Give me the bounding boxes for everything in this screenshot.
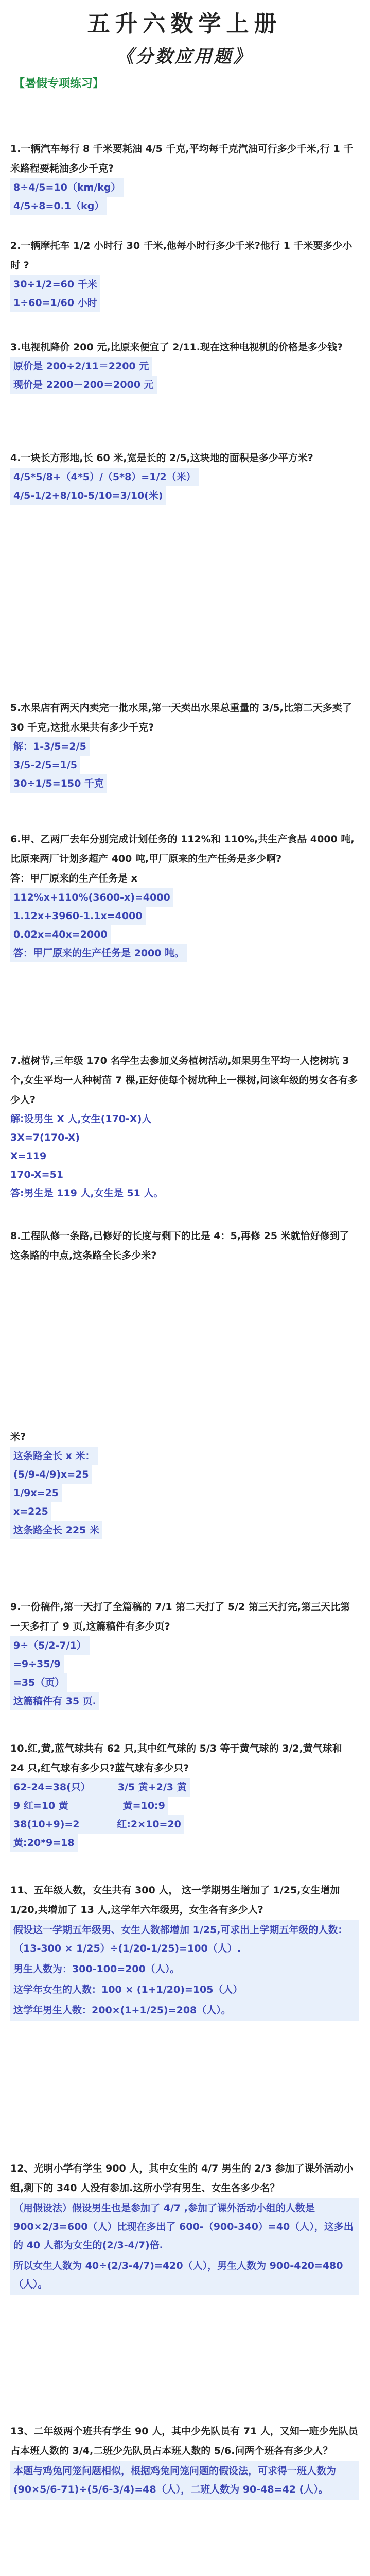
problem-question: 4.一块长方形地,长 60 米,宽是长的 2/5,这块地的面积是多少平方米? [10, 452, 313, 464]
problem-8-answer [10, 1427, 359, 1539]
answer-line: 原价是 200÷2/11＝2200 元 [10, 357, 152, 376]
problem-12 [10, 2159, 359, 2295]
answer-line: 30÷1/5=150 千克 [10, 774, 107, 793]
section-tag: 【暑假专项练习】 [13, 77, 104, 90]
answer-line: 黄:20*9=18 [10, 1834, 78, 1852]
problem-5 [10, 698, 359, 793]
answer-line: 9÷（5/2-7/1） [10, 1636, 90, 1655]
problem-8 [10, 1226, 359, 1265]
answer-line: 解：1-3/5=2/5 [10, 737, 90, 756]
answer-line: =9÷35/9 [10, 1655, 64, 1673]
problem-question: 3.电视机降价 200 元,比原来便宜了 2/11.现在这种电视机的价格是多少钱? [10, 342, 343, 353]
problem-question: 11、五年级人数，女生共有 300 人， 这一学期男生增加了 1/25,女生增加 1/20,共增加了 13 人,这学年六年级男，女生各有多少人? [10, 1885, 340, 1916]
problem-question: 答：甲厂原来的生产任务是 x [10, 873, 137, 884]
problem-question: 10.红,黄,蓝气球共有 62 只,其中红气球的 5/3 等于黄气球的 3/2,黄气球和 24 只,红气球有多少只?蓝气球有多少只? [10, 1743, 342, 1774]
problem-question: 1.一辆汽车每行 8 千米要耗油 4/5 千克,平均每千克汽油可行多少千米,行 1 千米路程要耗油多少千克? [10, 143, 354, 174]
answer-line: 3X=7(170-X) [10, 1132, 80, 1143]
page-title: 五升六数学上册 [87, 11, 282, 37]
answer-line: 解:设男生 X 人,女生(170-X)人 [10, 1113, 152, 1125]
answer-line: 这学年女生的人数：100 × (1+1/20)=105（人） [10, 1979, 359, 2000]
answer-line: 这篇稿件有 35 页. [10, 1692, 99, 1710]
problem-4 [10, 448, 359, 505]
problem-2 [10, 236, 359, 312]
problem-question: 2.一辆摩托车 1/2 小时行 30 千米,他每小时行多少千米?他行 1 千米要多少小时 ? [10, 240, 353, 271]
problem-question: 8.工程队修一条路,已修好的长度与剩下的比是 4：5,再修 25 米就恰好修到了这条路的中点,这条路全长多少米? [10, 1230, 349, 1261]
problem-13 [10, 2421, 359, 2500]
answer-line: 这条路全长 x 米： [10, 1447, 98, 1465]
problem-question: 9.一份稿件,第一天打了全篇稿的 7/1 第二天打了 5/2 第三天打完,第三天比第一天多打了 9 页,这篇稿件有多少页? [10, 1601, 350, 1632]
answer-line: 4/5-1/2+8/10-5/10=3/10(米) [10, 486, 166, 505]
answer-line: 170-X=51 [10, 1169, 64, 1180]
answer-line: 本题与鸡兔同笼问题相似，根据鸡兔同笼问题的假设法，可求得一班人数为(90×5/6-71)÷(5/6-3/4)=48（人），二班人数为 90-48=42 (人）。 [10, 2461, 359, 2500]
problem-11 [10, 1880, 359, 2021]
problem-9 [10, 1597, 359, 1710]
answer-line: 答:男生是 119 人,女生是 51 人。 [10, 1188, 164, 1199]
answer-line: 9 红=10 黄 黄=10:9 [10, 1797, 168, 1815]
page-subtitle: 《分数应用题》 [116, 46, 253, 67]
problem-10 [10, 1739, 359, 1852]
answer-line: 3/5-2/5=1/5 [10, 756, 80, 774]
answer-line: 男生人数为：300-100=200（人）。 [10, 1959, 359, 1979]
answer-line: 4/5÷8=0.1（kg） [10, 197, 107, 215]
answer-line: 这条路全长 225 米 [10, 1521, 102, 1539]
answer-line: 112%x+110%(3600-x)=4000 [10, 888, 173, 907]
answer-line: =35（页） [10, 1673, 67, 1692]
answer-line: 62-24=38(只） 3/5 黄+2/3 黄 [10, 1778, 190, 1797]
problem-question: 6.甲、乙两厂去年分别完成计划任务的 112%和 110%,共生产食品 4000 吨,比原来两厂计划多超产 400 吨,甲厂原来的生产任务是多少啊? [10, 834, 355, 865]
answer-line: （用假设法）假设男生也是参加了 4/7 ,参加了课外活动小组的人数是 900×2/3=600（人）比现在多出了 600-（900-340）=40（人），这多出的 40 人都为女生的(2/3-4/7)倍. [10, 2198, 359, 2256]
answer-line: 1÷60=1/60 小时 [10, 294, 100, 312]
problem-6 [10, 829, 359, 962]
problem-1 [10, 139, 359, 215]
answer-line: 4/5*5/8+（4*5）/（5*8）=1/2（米） [10, 468, 199, 486]
problem-7 [10, 1051, 359, 1202]
problem-question: 13、二年级两个班共有学生 90 人，其中少先队员有 71 人，又知一班少先队员占本班人数的 3/4,二班少先队员占本班人数的 5/6.问两个班各有多少人？ [10, 2426, 358, 2456]
answer-line: X=119 [10, 1150, 47, 1162]
problem-3 [10, 337, 359, 394]
answer-line: 0.02x=40x=2000 [10, 925, 111, 944]
answer-line: 现价是 2200－200＝2000 元 [10, 376, 157, 394]
answer-line: 假设这一学期五年级男、女生人数都增加 1/25,可求出上学期五年级的人数：（13-300 × 1/25）÷(1/20-1/25)=100（人）. [10, 1920, 359, 1959]
article [0, 5, 370, 2576]
answer-line: x=225 [10, 1502, 51, 1521]
answer-line: 8÷4/5=10（km/kg） [10, 178, 124, 197]
answer-line: 所以女生人数为 40÷(2/3-4/7)=420（人），男生人数为 900-420=480（人）。 [10, 2256, 359, 2295]
answer-line: 30÷1/2=60 千米 [10, 275, 100, 294]
problem-question: 7.植树节,三年级 170 名学生去参加义务植树活动,如果男生平均一人挖树坑 3 个,女生平均一人种树苗 7 棵,正好使每个树坑种上一棵树,问该年级的男女各有多少人? [10, 1055, 358, 1106]
problem-question: 12、光明小学有学生 900 人，其中女生的 4/7 男生的 2/3 参加了课外活动小组,剩下的 340 人没有参加.这所小学有男生、女生各多少名？ [10, 2163, 354, 2194]
answer-unit-label: 米? [10, 1431, 26, 1443]
answer-line: 38(10+9)=2 红:2×10=20 [10, 1815, 184, 1834]
answer-line: 答：甲厂原来的生产任务是 2000 吨。 [10, 944, 187, 962]
answer-line: 这学年男生人数：200×(1+1/25)=208（人）。 [10, 2000, 359, 2021]
answer-line: 1/9x=25 [10, 1484, 62, 1502]
answer-line: (5/9-4/9)x=25 [10, 1465, 92, 1484]
answer-line: 1.12x+3960-1.1x=4000 [10, 907, 146, 925]
problem-question: 5.水果店有两天内卖完一批水果,第一天卖出水果总重量的 3/5,比第二天多卖了 30 千克,这批水果共有多少千克? [10, 702, 352, 733]
